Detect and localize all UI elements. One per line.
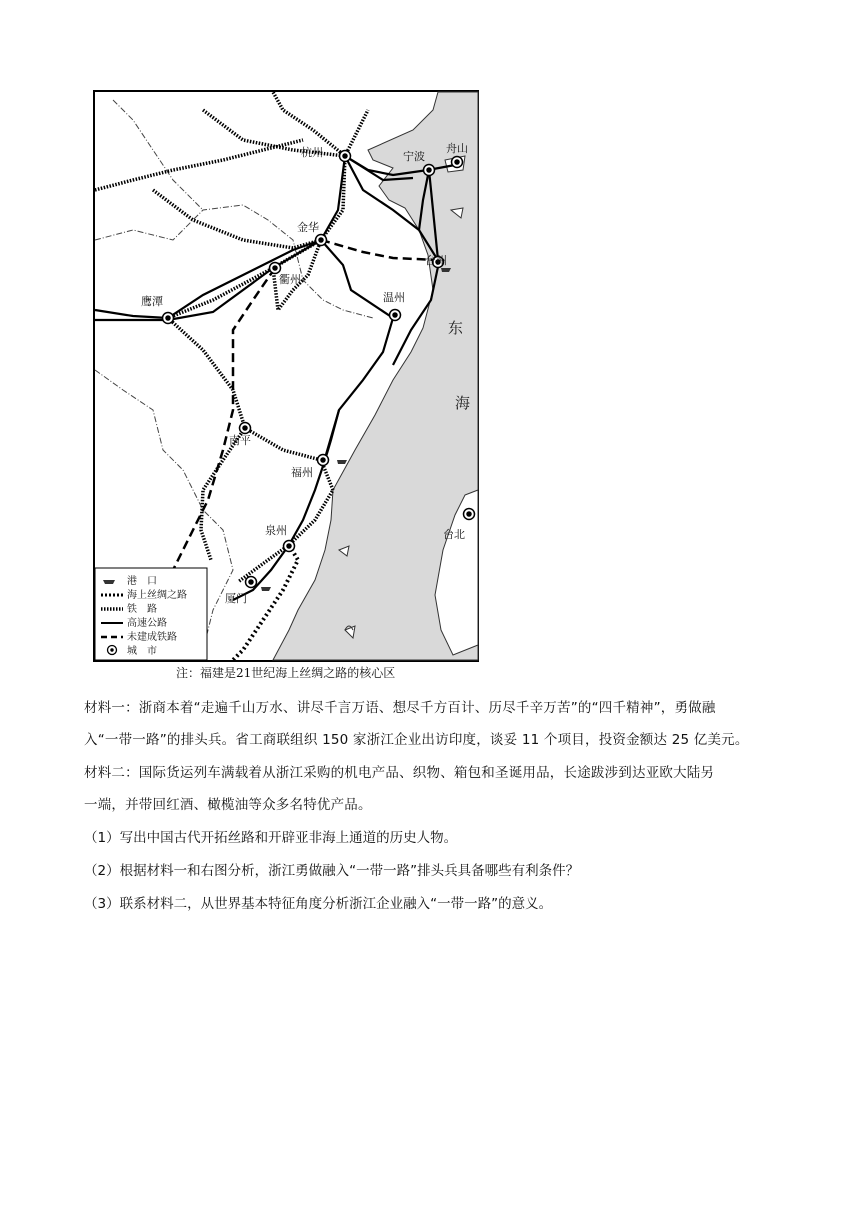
legend-port: 港 口 [127,576,157,587]
map-note: 注：福建是21世纪海上丝绸之路的核心区 [176,666,396,680]
label-jinhua: 金华 [297,221,319,234]
label-zhoushan: 舟山 [446,142,468,155]
material2-line2: 一端，并带回红酒、橄榄油等众多名特优产品。 [84,797,372,813]
material2-line1: 材料二：国际货运列车满载着从浙江采购的机电产品、织物、箱包和圣诞用品，长途跋涉到达亚欧大陆另 [84,765,715,781]
label-yingtan: 鹰潭 [141,295,163,308]
question-3: （3）联系材料二，从世界基本特征角度分析浙江企业融入“一带一路”的意义。 [84,896,553,912]
legend-highway: 高速公路 [127,618,167,629]
material1-line1: 材料一：浙商本着“走遍千山万水、讲尽千言万语、想尽千方百计、历尽千辛万苦”的“四千精神”，勇做融 [84,700,716,716]
label-nanping: 南平 [229,434,251,447]
sea-char-hai: 海 [455,394,471,412]
label-taibei: 台北 [443,528,465,541]
label-hangzhou: 杭州 [301,146,323,159]
label-fuzhou: 福州 [291,466,313,479]
material1-line2: 入“一带一路”的排头兵。省工商联组织 150 家浙江企业出访印度，谈妥 11 个项目，投资金额达 25 亿美元。 [84,732,749,748]
question-1: （1）写出中国古代开拓丝路和开辟亚非海上通道的历史人物。 [84,830,458,846]
label-quzhou: 衢州 [279,273,301,286]
question-2: （2）根据材料一和右图分析，浙江勇做融入“一带一路”排头兵具备哪些有利条件？ [84,863,580,879]
sea-char-dong: 东 [448,319,464,337]
legend-rail: 铁 路 [127,604,157,615]
legend-city: 城 市 [127,646,157,657]
label-quanzhou: 泉州 [265,524,287,537]
label-wenzhou: 温州 [383,291,405,304]
map-legend [95,568,207,660]
label-taizhou: 台州 [425,254,447,267]
route-map [93,90,479,662]
legend-silk-road: 海上丝绸之路 [127,590,187,601]
label-ningbo: 宁波 [403,150,425,163]
label-xiamen: 厦门 [225,592,247,605]
legend-unbuilt-rail: 未建成铁路 [127,632,177,643]
